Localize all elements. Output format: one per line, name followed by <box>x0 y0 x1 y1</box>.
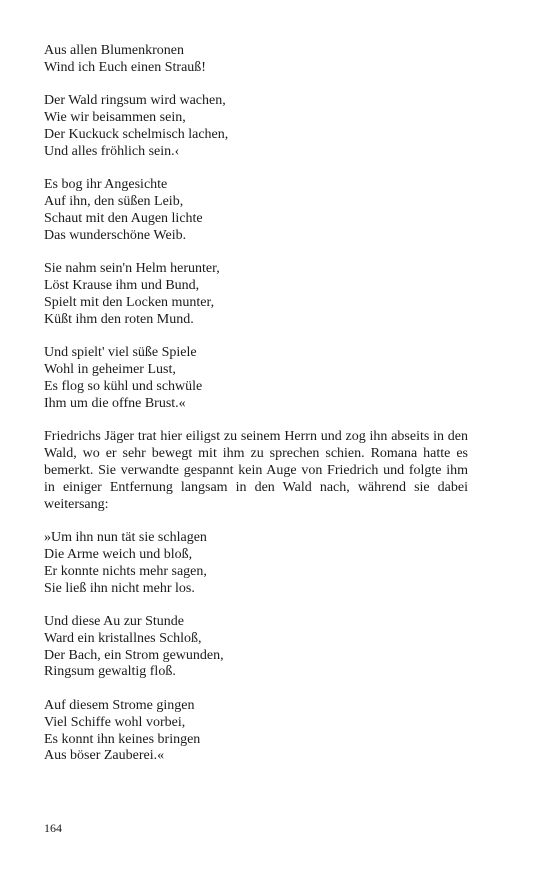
verse-line: Wind ich Euch einen Strauß! <box>44 59 206 75</box>
verse-line: Ringsum gewaltig floß. <box>44 664 176 680</box>
verse-line: Wie wir beisammen sein, <box>44 110 186 126</box>
verse-line: Und spielt' viel süße Spiele <box>44 345 197 361</box>
page-number: 164 <box>44 821 62 835</box>
verse-line: Der Bach, ein Strom gewunden, <box>44 647 224 663</box>
verse-line: Sie nahm sein'n Helm herunter, <box>44 261 220 277</box>
verse-line: Spielt mit den Locken munter, <box>44 294 215 310</box>
verse-line: Aus allen Blumenkronen <box>44 43 184 58</box>
prose-paragraph: Friedrichs Jäger trat hier eiligst zu seinem Herrn und zog ihn abseits in den Wald, wo er sehr bewegt mit ihm zu sprechen schien. Romana hatte es bemerkt. Sie verwandte gespannt kein Auge von Friedrich und folgte ihm in einiger Entfernung langsam in den Wald nach, während sie dabei weitersang: <box>44 429 468 512</box>
verse-line: Das wunderschöne Weib. <box>44 227 187 243</box>
stanza <box>44 261 468 328</box>
stanza <box>44 43 468 77</box>
verse-line: Ihm um die offne Brust.« <box>44 395 186 411</box>
verse-line: »Um ihn nun tät sie schlagen <box>44 530 207 546</box>
stanza <box>44 177 468 244</box>
verse-line: Es konnt ihn keines bringen <box>44 731 201 747</box>
verse-line: Löst Krause ihm und Bund, <box>44 278 200 294</box>
verse-line: Der Kuckuck schelmisch lachen, <box>44 126 229 142</box>
verse-line: Es bog ihr Angesichte <box>44 177 168 193</box>
stanza <box>44 345 468 412</box>
verse-line: Es flog so kühl und schwüle <box>44 378 203 394</box>
verse-line: Der Wald ringsum wird wachen, <box>44 93 226 109</box>
verse-line: Er konnte nichts mehr sagen, <box>44 563 207 579</box>
verse-line: Küßt ihm den roten Mund. <box>44 311 194 327</box>
page-body <box>44 43 468 782</box>
verse-line: Sie ließ ihn nicht mehr los. <box>44 580 195 596</box>
verse-line: Viel Schiffe wohl vorbei, <box>44 714 186 730</box>
verse-line: Ward ein kristallnes Schloß, <box>44 630 202 646</box>
verse-line: Die Arme weich und bloß, <box>44 546 193 562</box>
stanza <box>44 93 468 160</box>
verse-line: Aus böser Zauberei.« <box>44 748 165 764</box>
verse-line: Und alles fröhlich sein.‹ <box>44 143 180 159</box>
stanza <box>44 614 468 681</box>
verse-line: Auf ihn, den süßen Leib, <box>44 194 184 210</box>
verse-line: Schaut mit den Augen lichte <box>44 210 203 226</box>
verse-line: Auf diesem Strome gingen <box>44 698 195 714</box>
verse-line: Wohl in geheimer Lust, <box>44 362 176 378</box>
verse-line: Und diese Au zur Stunde <box>44 614 184 630</box>
stanza <box>44 530 468 597</box>
stanza <box>44 698 468 765</box>
